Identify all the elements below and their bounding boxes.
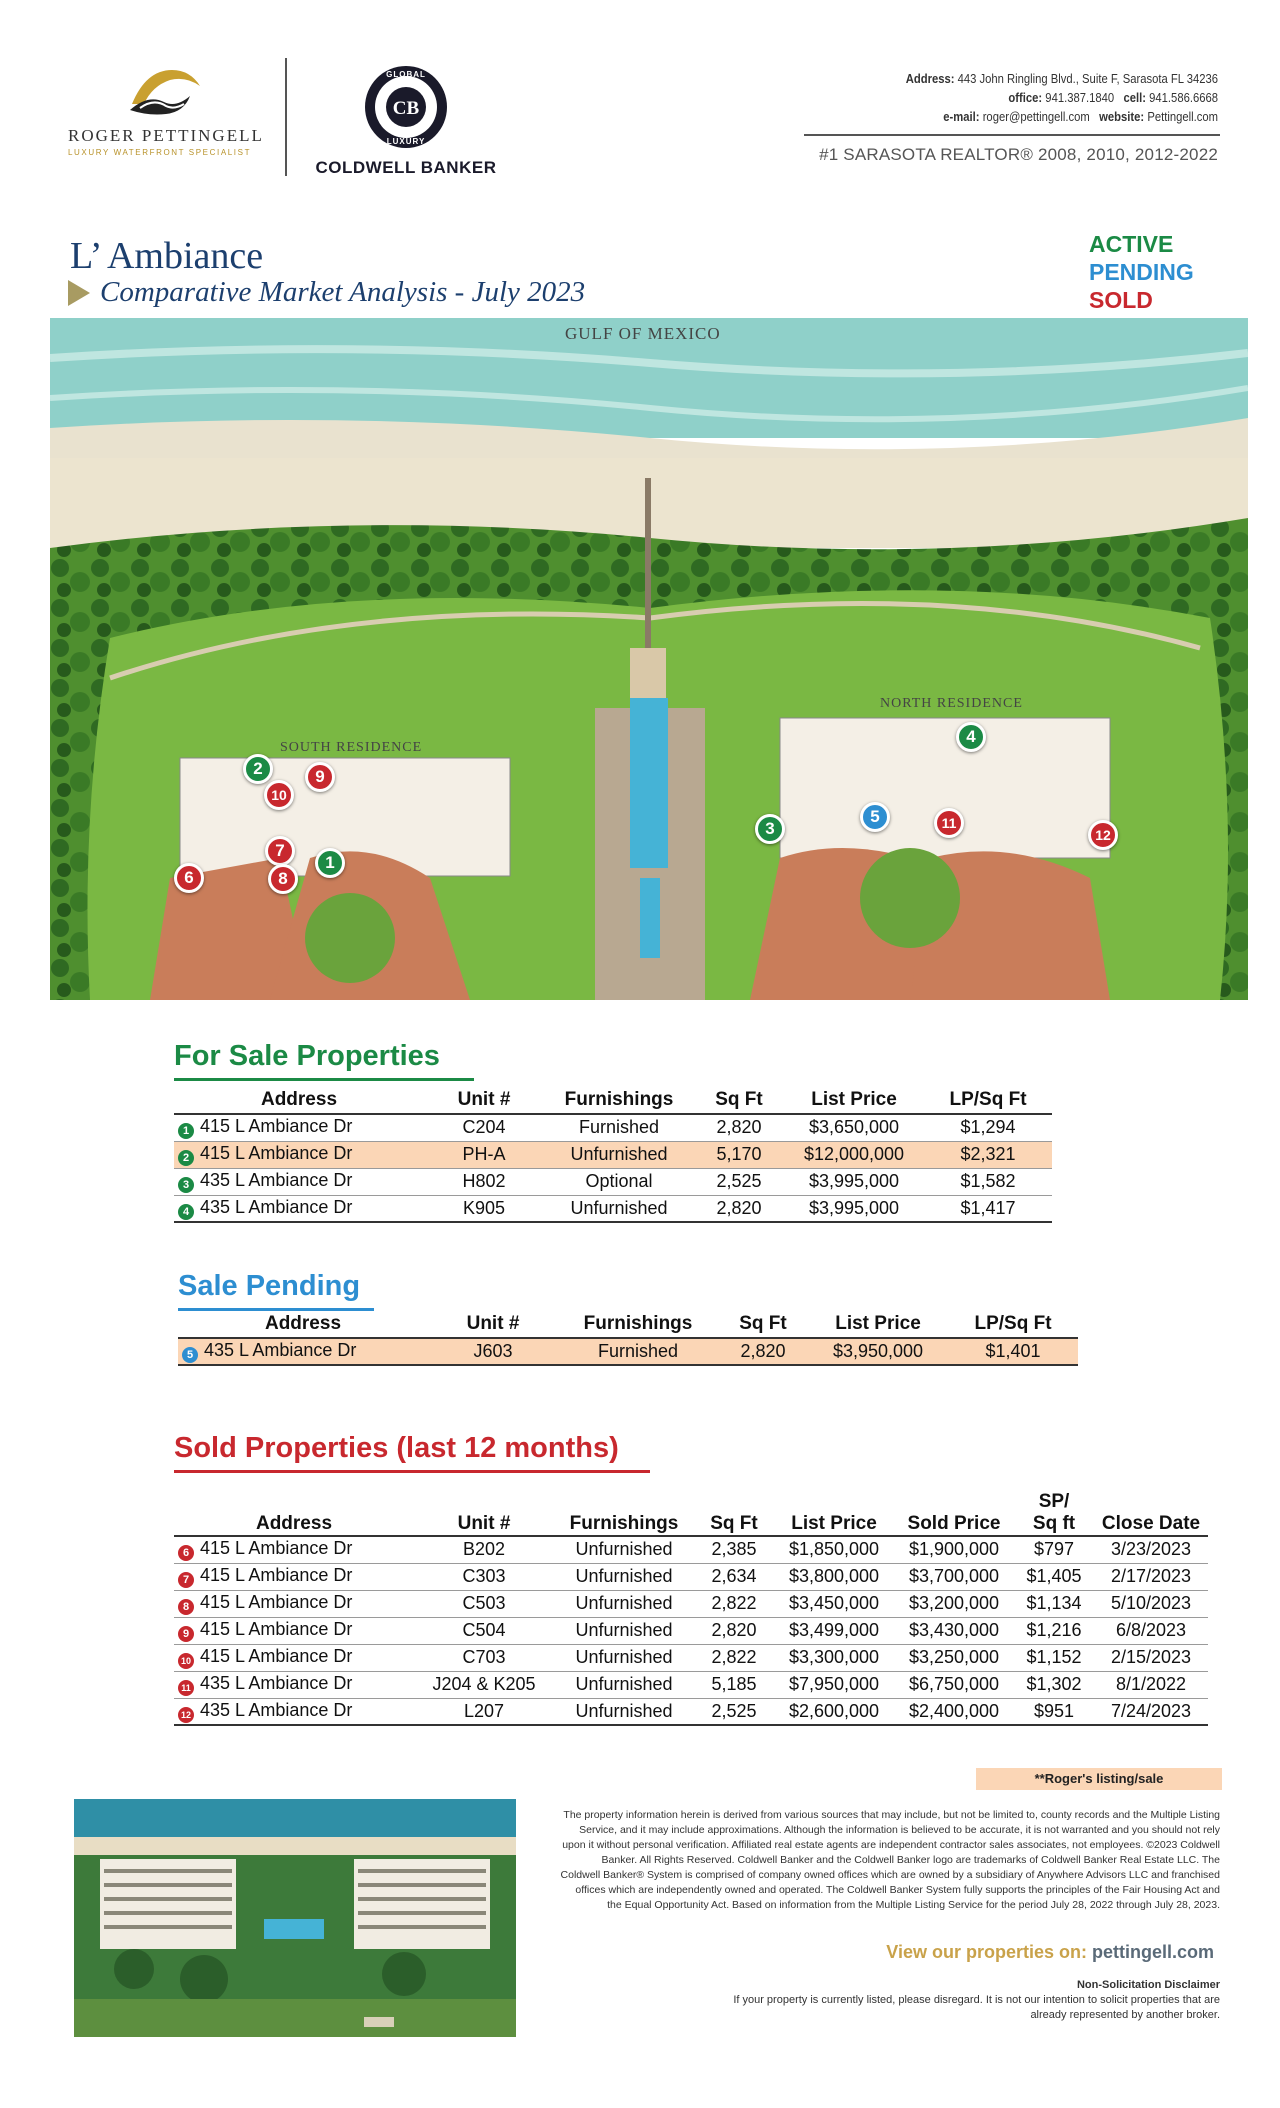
- sale-pending-title: Sale Pending: [178, 1270, 361, 1302]
- table-row[interactable]: 10 415 L Ambiance Dr C703 Unfurnished 2,822 $3,300,000 $3,250,000 $1,152 2/15/2023: [174, 1644, 1208, 1671]
- page-header: [0, 0, 1280, 220]
- phone-line: office: 941.387.1840 cell: 941.586.6668: [1008, 91, 1218, 105]
- coldwell-banker-logo: [306, 64, 506, 184]
- table-row-highlighted[interactable]: 2 415 L Ambiance Dr PH-A Unfurnished 5,170 $12,000,000 $2,321: [174, 1141, 1052, 1168]
- row-number-badge: 11: [178, 1680, 194, 1696]
- triangle-bullet-icon: [68, 280, 90, 306]
- rogers-listing-legend: **Roger's listing/sale: [976, 1768, 1222, 1790]
- for-sale-title: For Sale Properties: [174, 1040, 440, 1072]
- table-row[interactable]: 3 435 L Ambiance Dr H802 Optional 2,525 $3,995,000 $1,582: [174, 1168, 1052, 1195]
- cell-phone[interactable]: 941.586.6668: [1149, 91, 1218, 105]
- column-header: LP/Sq Ft: [974, 1312, 1052, 1334]
- column-header: List Price: [791, 1513, 877, 1534]
- non-solicitation-text: If your property is currently listed, please disregard. It is not our intention to solicit properties that are already represented by another broker.: [733, 1994, 1220, 2021]
- non-solicitation-title: Non-Solicitation Disclaimer: [1076, 1979, 1220, 1991]
- table-row[interactable]: 11 435 L Ambiance Dr J204 & K205 Unfurnished 5,185 $7,950,000 $6,750,000 $1,302 8/1/2022: [174, 1671, 1208, 1698]
- row-number-badge: 6: [178, 1545, 194, 1561]
- legend-sold: SOLD: [1089, 287, 1153, 313]
- row-number-badge: 10: [178, 1653, 194, 1669]
- sale-pending-table: [178, 1310, 1078, 1366]
- column-header: Sq Ft: [715, 1088, 763, 1110]
- header-divider: [285, 58, 287, 176]
- map-marker[interactable]: 2: [243, 754, 273, 784]
- column-header: Unit #: [457, 1088, 511, 1110]
- north-residence-label: NORTH RESIDENCE: [880, 696, 1023, 711]
- column-header: Close Date: [1101, 1513, 1201, 1534]
- map-marker[interactable]: 8: [268, 864, 298, 894]
- wave-logo-icon: [126, 64, 206, 120]
- row-number-badge: 8: [178, 1599, 194, 1615]
- site-plan-illustration: [50, 318, 1248, 1000]
- legend-pending: PENDING: [1089, 259, 1194, 285]
- email-line: e-mail: roger@pettingell.com website: Pettingell.com: [943, 110, 1218, 124]
- map-marker[interactable]: 9: [305, 762, 335, 792]
- map-marker[interactable]: 10: [264, 780, 294, 810]
- sold-underline: [174, 1470, 650, 1473]
- table-row[interactable]: 12 435 L Ambiance Dr L207 Unfurnished 2,525 $2,600,000 $2,400,000 $951 7/24/2023: [174, 1698, 1208, 1725]
- column-header: Furnishings: [564, 1088, 674, 1110]
- column-header: Sq Ft: [710, 1513, 758, 1534]
- map-marker[interactable]: 7: [265, 836, 295, 866]
- header-rule: [804, 134, 1220, 136]
- map-marker[interactable]: 3: [755, 814, 785, 844]
- cb-seal-bottom-text: LUXURY: [386, 137, 426, 146]
- column-header: Unit #: [466, 1312, 520, 1334]
- non-solicitation-disclaimer: [720, 1978, 1220, 2023]
- brokerage-name: COLDWELL BANKER: [315, 158, 497, 177]
- gulf-label: GULF OF MEXICO: [565, 324, 721, 343]
- map-marker[interactable]: 4: [956, 722, 986, 752]
- view-properties-line: [886, 1942, 1214, 1963]
- column-header: LP/Sq Ft: [949, 1088, 1027, 1110]
- agent-name: ROGER PETTINGELL: [68, 126, 264, 145]
- sold-title: Sold Properties (last 12 months): [174, 1432, 619, 1464]
- map-marker[interactable]: 12: [1088, 820, 1118, 850]
- site-plan-map: [50, 318, 1248, 1000]
- view-properties-link[interactable]: pettingell.com: [1091, 1942, 1214, 1962]
- column-header: Address: [255, 1513, 333, 1534]
- map-marker[interactable]: 11: [934, 808, 964, 838]
- map-marker[interactable]: 6: [174, 863, 204, 893]
- row-number-badge: 5: [182, 1347, 198, 1363]
- email-link[interactable]: roger@pettingell.com: [982, 110, 1090, 124]
- column-header: Address: [260, 1088, 338, 1110]
- map-marker[interactable]: 1: [315, 848, 345, 878]
- building-photo-illustration: [74, 1799, 516, 2037]
- contact-info: [906, 70, 1218, 127]
- table-row[interactable]: 4 435 L Ambiance Dr K905 Unfurnished 2,820 $3,995,000 $1,417: [174, 1195, 1052, 1222]
- cb-seal-initials: CB: [392, 98, 420, 119]
- map-marker[interactable]: 5: [860, 802, 890, 832]
- table-row[interactable]: 1 415 L Ambiance Dr C204 Furnished 2,820 $3,650,000 $1,294: [174, 1114, 1052, 1141]
- column-header: Furnishings: [583, 1312, 693, 1334]
- page-title: L’ Ambiance: [70, 235, 264, 277]
- row-number-badge: 2: [178, 1150, 194, 1166]
- table-row-highlighted[interactable]: 5 435 L Ambiance Dr J603 Furnished 2,820 $3,950,000 $1,401: [178, 1338, 1078, 1365]
- realtor-award: #1 SARASOTA REALTOR® 2008, 2010, 2012-2022: [819, 145, 1218, 164]
- sold-table: [174, 1480, 1208, 1726]
- column-header: Sq Ft: [739, 1312, 787, 1334]
- legal-disclaimer: The property information herein is derived from various sources that may include, but not be limited to, county records and the Multiple Listing Service, and it may include approximations. Although the information is believed to be accurate, it is not warranted and you should not rely upon it without personal verification. Affiliated real estate agents are independent contractor sales associates, not employees. ©2023 Coldwell Banker. All Rights Reserved. Coldwell Banker and the Coldwell Banker logo are trademarks of Coldwell Banker Real Estate LLC. The Coldwell Banker® System is comprised of company owned offices which are owned by a subsidiary of Anywhere Advisors LLC and franchised offices which are independently owned and operated. The Coldwell Banker System fully supports the principles of the Fair Housing Act and the Equal Opportunity Act. Based on information from the Multiple Listing Service for the period July 28, 2022 through July 28, 2023.: [560, 1809, 1220, 1911]
- table-row[interactable]: 7 415 L Ambiance Dr C303 Unfurnished 2,634 $3,800,000 $3,700,000 $1,405 2/17/2023: [174, 1563, 1208, 1590]
- column-header: List Price: [835, 1312, 921, 1334]
- for-sale-underline: [174, 1078, 474, 1081]
- column-header: Unit #: [457, 1513, 511, 1534]
- address-line: Address: 443 John Ringling Blvd., Suite F, Sarasota FL 34236: [905, 72, 1218, 86]
- cb-seal-top-text: GLOBAL: [386, 70, 426, 79]
- row-number-badge: 7: [178, 1572, 194, 1588]
- column-header: Furnishings: [569, 1513, 679, 1534]
- row-number-badge: 4: [178, 1204, 194, 1220]
- column-header: Address: [264, 1312, 342, 1334]
- row-number-badge: 9: [178, 1626, 194, 1642]
- roger-pettingell-logo: [68, 64, 268, 184]
- website-link[interactable]: Pettingell.com: [1147, 110, 1218, 124]
- table-row[interactable]: 9 415 L Ambiance Dr C504 Unfurnished 2,820 $3,499,000 $3,430,000 $1,216 6/8/2023: [174, 1617, 1208, 1644]
- table-row[interactable]: 6 415 L Ambiance Dr B202 Unfurnished 2,385 $1,850,000 $1,900,000 $797 3/23/2023: [174, 1536, 1208, 1563]
- page-subtitle: Comparative Market Analysis - July 2023: [100, 276, 586, 308]
- legend-active: ACTIVE: [1089, 231, 1174, 257]
- view-properties-label: View our properties on:: [886, 1942, 1087, 1962]
- row-number-badge: 1: [178, 1123, 194, 1139]
- row-number-badge: 12: [178, 1707, 194, 1723]
- table-row[interactable]: 8 415 L Ambiance Dr C503 Unfurnished 2,822 $3,450,000 $3,200,000 $1,134 5/10/2023: [174, 1590, 1208, 1617]
- cb-seal-icon: [363, 64, 449, 150]
- column-header: Sold Price: [907, 1513, 1001, 1534]
- for-sale-table: [174, 1086, 1052, 1223]
- column-header: List Price: [811, 1088, 897, 1110]
- row-number-badge: 3: [178, 1177, 194, 1193]
- office-phone[interactable]: 941.387.1840: [1045, 91, 1115, 105]
- agent-tagline: LUXURY WATERFRONT SPECIALIST: [68, 148, 252, 157]
- south-residence-label: SOUTH RESIDENCE: [280, 740, 423, 755]
- column-header: SP/ Sq ft: [1032, 1491, 1076, 1534]
- status-legend: [1089, 230, 1194, 314]
- building-photo: [74, 1799, 516, 2037]
- subtitle-row: [68, 276, 585, 309]
